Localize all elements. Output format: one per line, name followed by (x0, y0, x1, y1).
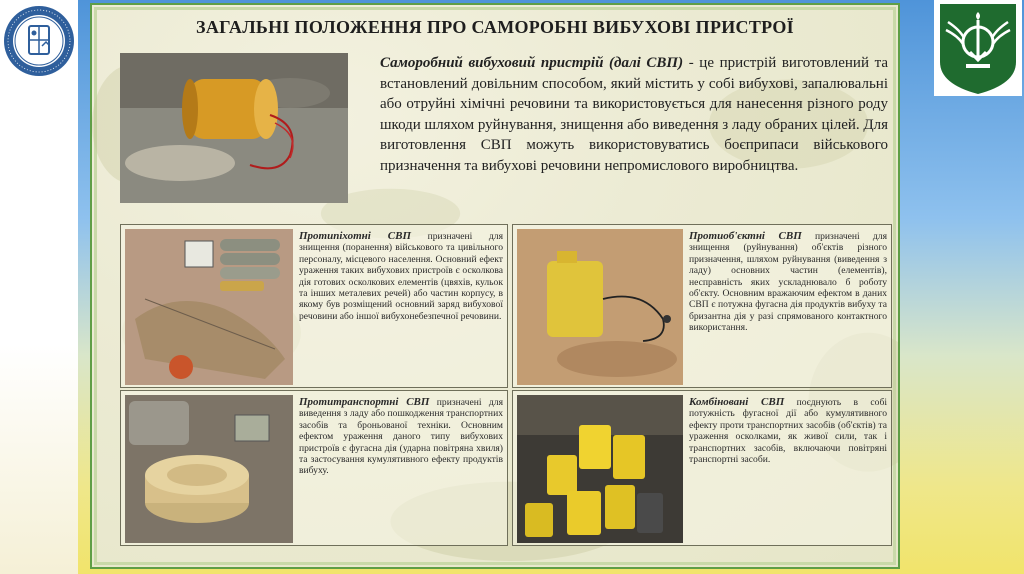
antiobject-heading: Протиоб'єктні СВП (689, 230, 802, 242)
page-title: ЗАГАЛЬНІ ПОЛОЖЕННЯ ПРО САМОРОБНІ ВИБУХОВІ ПРИСТРОЇ (196, 17, 794, 37)
ied-canister-photo (120, 53, 348, 203)
combined-text: поєднують в собі потужність фугасної дії або кумулятивного ефекту проти транспортних засобів (об'єктів) та ураження осколками, як живої сили, так і транспортних засобів, включаючи повітряні транспортні засоби. (689, 397, 888, 466)
combined-heading: Комбіновані СВП (689, 396, 785, 408)
intro-text: - це пристрій виготовлений та встановлений довільним способом, який містить у собі вибухові, запалювальні або отруйні хімічні речовини та використовується для нанесення різного роду шкоди шляхом руйнування, знищення або виведення з ладу обраних цілей. Для виготовлення СВП можуть використовуватись боєприпаси військового призначення та вибухові речовини непромислового виробництва. (380, 55, 888, 174)
combined-ied-photo (517, 395, 683, 543)
antipersonnel-ied-photo (125, 229, 293, 385)
antitransport-ied-photo (125, 395, 293, 543)
antiobject-ied-photo (517, 229, 683, 385)
slide-panel (90, 3, 900, 569)
ied-types-grid (120, 224, 892, 546)
antipersonnel-description (299, 231, 503, 322)
left-white-strip (0, 0, 78, 574)
combined-description (689, 397, 887, 465)
cell-antipersonnel (120, 224, 508, 388)
antitransport-text: призначені для виведення з ладу або пошкодження транспортних засобів та броньованої техніки. Основним ефектом ураження даного типу вибухових пристроїв є фугасна дія (ударна повітряна хвиля) та застосування кумулятивного ефекту продуктів вибуху. (299, 397, 503, 477)
cell-antitransport (120, 390, 508, 546)
intro-term: Саморобний вибуховий пристрій (далі СВП) (380, 55, 684, 71)
university-seal-icon (2, 4, 76, 78)
intro-paragraph (380, 53, 888, 176)
antiobject-description (689, 231, 887, 334)
cell-antiobject (512, 224, 892, 388)
antitransport-description (299, 397, 503, 477)
emblem-panel (934, 0, 1022, 96)
antitransport-heading: Протитранспортні СВП (299, 396, 430, 408)
antipersonnel-text: призначені для знищення (поранення) військового та цивільного персоналу, місцевого населення. Основний ефект ураження таких вибухових пристроїв є осколкова дія готових осколкових елементів (цвяхів, кульок та інших металевих речей) або частин корпусу, в якому був розміщений основний заряд вибухової речовини або іншої вибухонебезпечної речовини. (299, 231, 503, 322)
institute-emblem-icon (934, 0, 1022, 96)
antiobject-text: призначені для знищення (руйнування) об'єктів різного призначення, шляхом руйнування (виведення з ладу) основних частин (елементів), несправність яких ускладнювало б роботу об'єкту. Основним вражаючим ефектом в даних СВП є потужна фугасна дія продуктів вибуху та бризантна дія у разі спрямованого контактного використання. (689, 231, 887, 334)
cell-combined (512, 390, 892, 546)
antipersonnel-heading: Протипіхотні СВП (299, 230, 412, 242)
